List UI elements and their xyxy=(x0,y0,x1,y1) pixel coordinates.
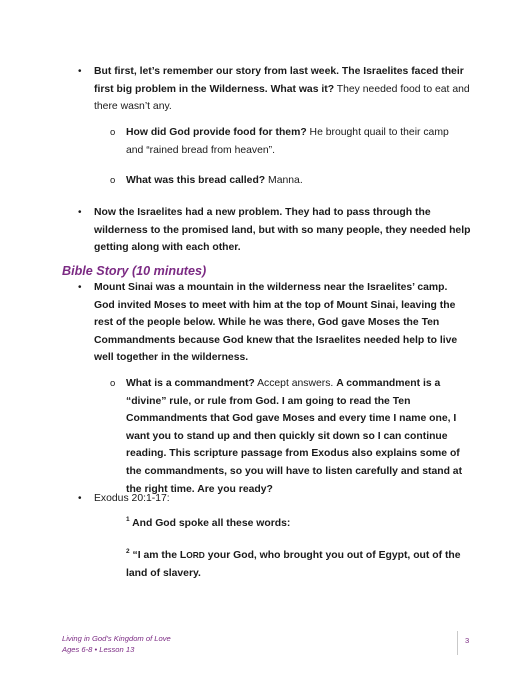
bullet-marker: • xyxy=(78,282,82,293)
story-bullet-1: Mount Sinai was a mountain in the wilderness near the Israelites’ camp. God invited Moses to meet with him at the top of Mount Sinai, leaving the rest of the people below. While he was there, God gave Moses the Ten Commandments because God knew that the Israelites needed help to live well together in the wilderness. xyxy=(94,282,458,364)
section-heading: Bible Story (10 minutes) xyxy=(62,264,207,278)
bullet-marker: • xyxy=(78,493,82,504)
intro-bullet-1: But first, let’s remember our story from last week. The Israelites faced their first big problem in the Wilderness. What was it? They needed food to eat and there wasn’t any. xyxy=(94,66,470,113)
story-bullet-2: Exodus 20:1-17: xyxy=(94,493,170,504)
footer-title: Living in God’s Kingdom of Love xyxy=(62,634,171,643)
intro-question-1: How did God provide food for them? He brought quail to their camp and “rained bread from heaven”. xyxy=(126,127,449,156)
bullet-marker: • xyxy=(78,66,82,77)
story-question-1: What is a commandment? Accept answers. A commandment is a “divine” rule, or rule from God. I am going to read the Ten Commandments that God gave Moses and every time I name one, I want you to stand up and then quickly sit down so I can continue reading. This scripture passage from Exodus also explains some of the commandments, so you will have to listen carefully and stand at the right time. Are you ready? xyxy=(126,378,463,495)
sub-bullet-marker: o xyxy=(110,127,116,138)
footer-subtitle: Ages 6-8 • Lesson 13 xyxy=(62,644,135,654)
footer-divider xyxy=(457,631,458,655)
sub-bullet-marker: o xyxy=(110,175,116,186)
verse-2: $^2$ “I am the LORD your God, who brought you out of Egypt, out of the land of slavery. xyxy=(126,548,461,579)
sub-bullet-marker: o xyxy=(110,378,116,389)
bullet-marker: • xyxy=(78,207,82,218)
footer xyxy=(62,634,171,655)
verse-1: $^1$ And God spoke all these words: xyxy=(126,516,291,529)
intro-question-2: What was this bread called? Manna. xyxy=(126,175,303,186)
intro-bullet-2: Now the Israelites had a new problem. They had to pass through the wilderness to the promised land, but with so many people, they needed help getting along with each other. xyxy=(94,207,471,254)
page-number: 3 xyxy=(465,636,470,645)
